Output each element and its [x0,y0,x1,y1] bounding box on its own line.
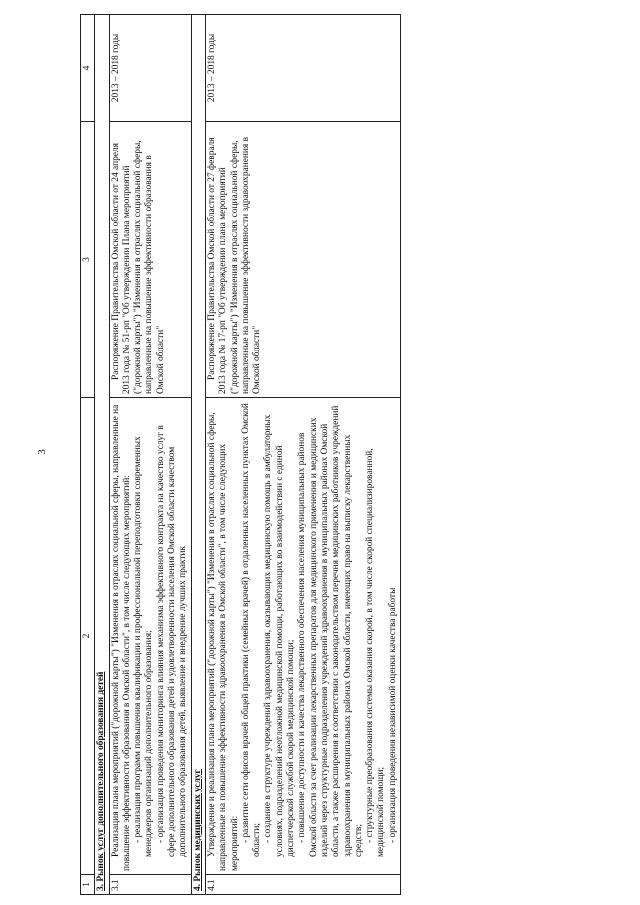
header-row [81,15,95,895]
activity-cell [109,398,191,875]
section-3-title: 3. Рынок услуг дополнительного образования детей [95,15,109,895]
activity-intro: Реализация плана мероприятий ("дорожной карты") "Изменения в отраслях социальной сферы, направленные на повышение эффективности образования в Омской области", в том числе следующих мероприятий: [110,404,132,871]
document-cell [109,122,191,398]
activity-cell [205,398,400,875]
rotated-table-sheet [80,15,625,895]
header-col-4: 4 [81,15,95,122]
activity-item: - организация проведения мониторинга влияния механизма эффективного контракта на качество услуг в сфере дополнительного образования детей и удовлетворенности населения Омской области качеством дополнительного образования детей, выявление и внедрение лучших практик [155,425,189,857]
period-cell: 2013 – 2018 годы [205,15,400,122]
header-col-2: 2 [81,398,95,875]
activity-intro: Утверждение и реализация плана мероприятий ("дорожной карты") "Изменения в отраслях социальной сферы, направленные на повышение эффективности здравоохранения в Омской области", в том числе следующих мероприятий: [206,412,240,871]
section-4-row [191,15,205,895]
activity-item: - развитие сети офисов врачей общей практики (семейных врачей) в отдаленных населенных пунктах Омской области; [240,403,263,857]
activity-item: - структурные преобразования системы оказания скорой, в том числе скорой специализированной, медицинской помощи; [365,448,387,857]
row-number: 4.1 [205,875,400,895]
activity-item: - создание в структуре учреждений здравоохранения, оказывающих медицинскую помощь в амбулаторных условиях, подразделений неотложной медицинской помощи, работающих во взаимодействии с единой диспетчерской службой скорой медицинской помощи; [263,414,297,857]
document-cell [205,122,400,398]
page-number: 3 [36,449,48,455]
activity-item: - организация проведения независимой оценки качества работы [387,587,398,843]
period-cell: 2013 – 2018 годы [109,15,191,122]
activity-item: - реализация программ повышения квалификации и профессиональной переподготовки современных менеджеров организаций дополнительного образования; [133,436,155,857]
header-col-1: 1 [81,875,95,895]
section-4-title: 4. Рынок медицинских услуг [191,15,205,895]
table-row-4-1 [205,15,400,895]
header-col-3: 3 [81,122,95,398]
document-text: Распоряжение Правительства Омской области от 24 апреля 2013 года № 51-рп "Об утверждении Плана мероприятий ("дорожной карты") "Изменения в отраслях социальной сферы, направленные на повышение эффективности образования в Омской области" [110,140,166,394]
table-row-3-1 [109,15,191,895]
section-3-row [95,15,109,895]
measures-table [80,14,401,895]
document-text: Распоряжение Правительства Омской области от 27 февраля 2013 года № 17-рп "Об утверждении плана мероприятий ("дорожной карты") "Изменения в отраслях социальной сферы, направленные на повышение эффективности здравоохранения в Омской области" [206,136,263,394]
activity-item: - повышение доступности и качества лекарственного обеспечения населения муниципальных районов Омской области за счет реализации лекарственных препаратов для медицинского применения и медицинских изделий через структурные подразделения учреждений здравоохранения в муниципальных районах Омской области, а также расширения в соответствии с законодательством перечня медицинских работников учреждений здравоохранения в муниципальных районах Омской области, имеющих право на выписку лекарственных средств; [297,405,364,857]
row-number: 3.1 [109,875,191,895]
